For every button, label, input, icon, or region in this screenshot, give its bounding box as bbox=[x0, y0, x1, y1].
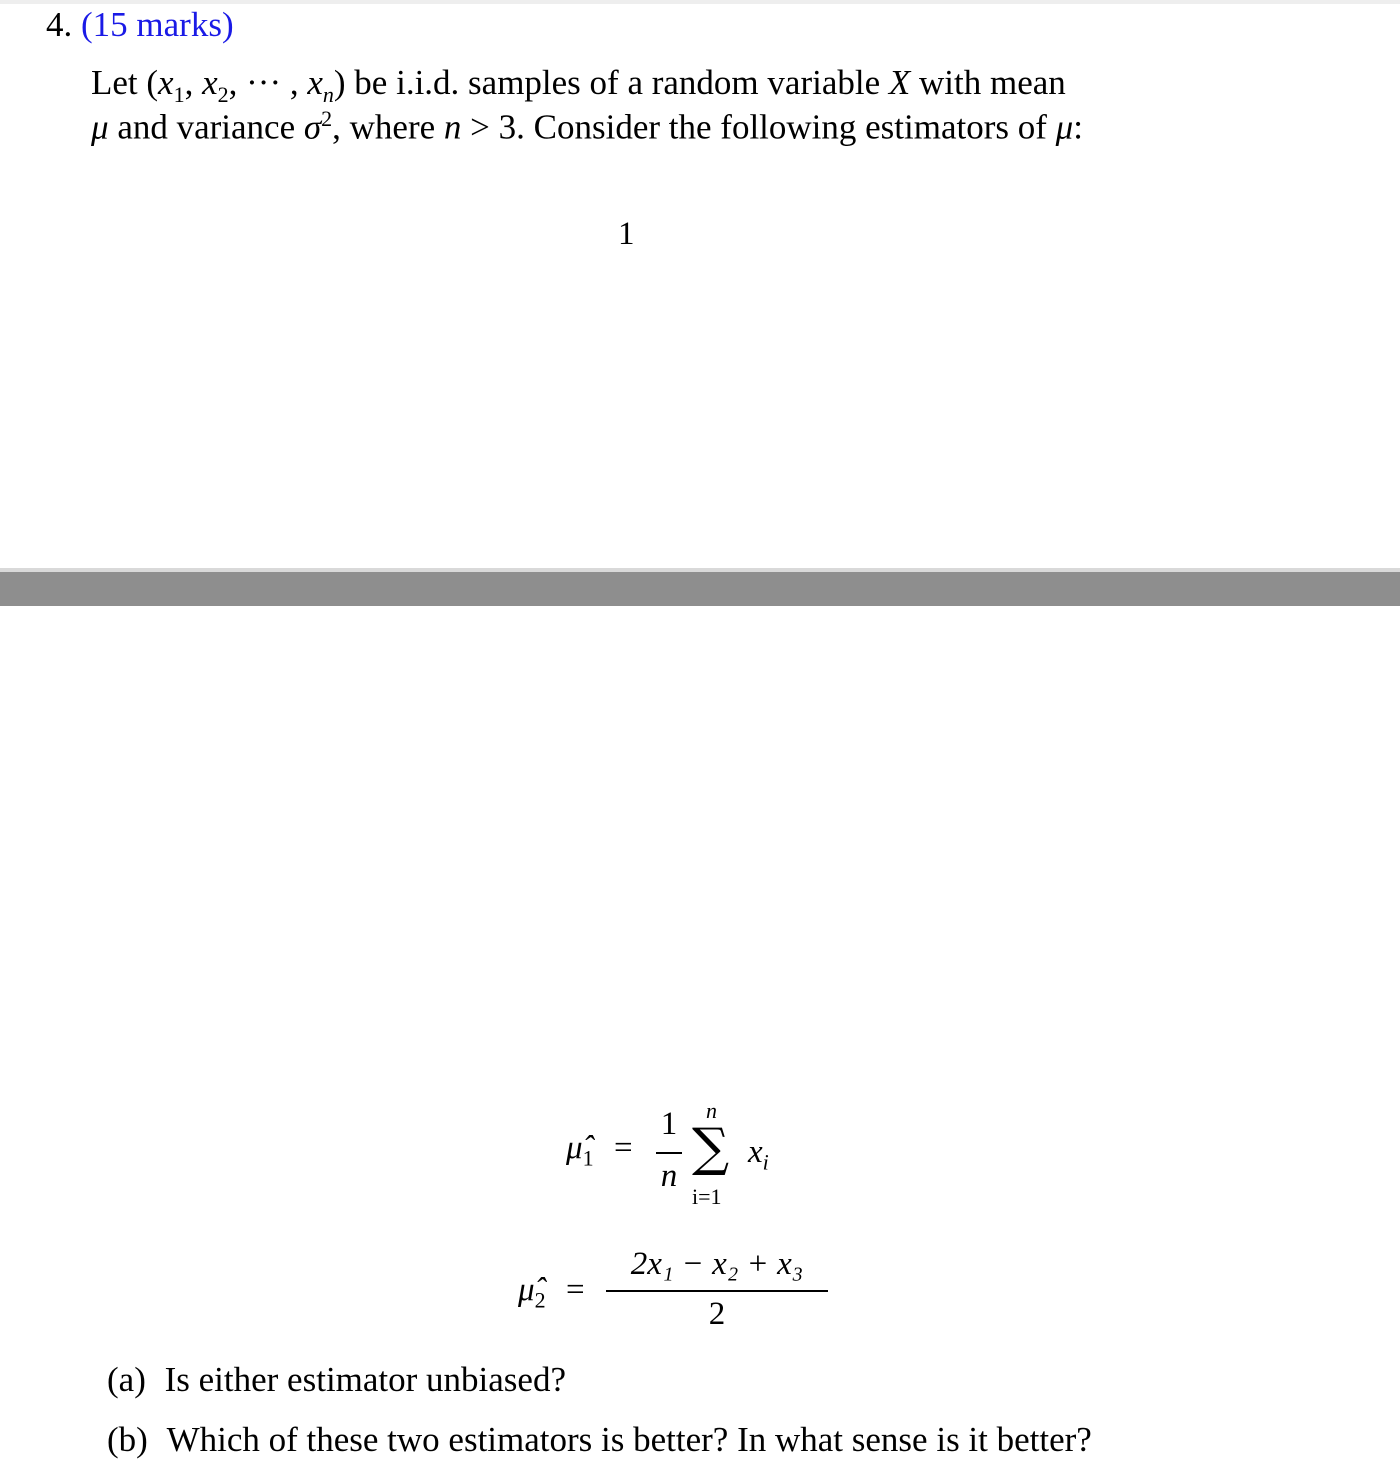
estimator-2-numerator: 2x₁ − x₂ + x₃ bbox=[630, 1246, 804, 1282]
document-page-2 bbox=[0, 606, 1400, 1482]
subscript-1: 1 bbox=[173, 82, 185, 107]
page-separator bbox=[0, 568, 1400, 606]
part-b-text: Which of these two estimators is better? In what sense is it better? bbox=[166, 1420, 1092, 1459]
mu-hat: μ̂ bbox=[566, 1130, 583, 1166]
math-x1: x bbox=[158, 63, 174, 102]
text-fragment: ) be i.i.d. samples of a random variable bbox=[333, 63, 881, 102]
subscript-n: n bbox=[322, 82, 334, 107]
subscript-1: 1 bbox=[582, 1145, 594, 1171]
text-fragment: Let ( bbox=[91, 63, 159, 102]
math-x: x bbox=[748, 1134, 763, 1170]
question-text-line-2 bbox=[91, 106, 1083, 149]
sigma-symbol: ∑ bbox=[692, 1118, 730, 1178]
estimator-2-frac-bar bbox=[606, 1290, 828, 1292]
math-x2: x bbox=[202, 63, 218, 102]
mu-hat: μ̂ bbox=[518, 1272, 535, 1308]
subscript-2: 2 bbox=[217, 82, 229, 107]
sum-lower-limit: i=1 bbox=[692, 1184, 722, 1209]
text-fragment: with mean bbox=[919, 63, 1066, 102]
document-page-1 bbox=[0, 4, 1400, 568]
estimator-1-frac-bar bbox=[656, 1152, 682, 1154]
estimator-2-lhs bbox=[518, 1272, 546, 1314]
subscript-i: i bbox=[762, 1149, 769, 1175]
estimator-2-denominator: 2 bbox=[708, 1296, 726, 1332]
superscript-2: 2 bbox=[321, 106, 333, 131]
estimator-1-frac-numerator: 1 bbox=[660, 1106, 678, 1142]
sum-upper-limit: n bbox=[706, 1098, 717, 1123]
math-n: n bbox=[443, 107, 462, 147]
question-heading bbox=[46, 4, 234, 46]
colon: : bbox=[1073, 107, 1083, 147]
part-a-text: Is either estimator unbiased? bbox=[164, 1360, 566, 1399]
math-mu: μ bbox=[91, 107, 109, 147]
math-xn: x bbox=[307, 63, 323, 102]
page-number: 1 bbox=[618, 216, 635, 252]
question-text-line-1: Let ($x_1$, $x_2$, ··· , $x_n$) be i.i.d. samples of a random variable X with mean bbox=[91, 63, 1066, 107]
question-marks: (15 marks) bbox=[81, 5, 234, 44]
estimator-1-frac-denominator: n bbox=[660, 1158, 678, 1194]
part-a-label: (a) bbox=[107, 1360, 146, 1399]
estimator-1-equals: = bbox=[614, 1130, 633, 1166]
text-fragment: , where bbox=[332, 107, 436, 147]
subscript-2: 2 bbox=[534, 1287, 546, 1313]
text-fragment: and variance bbox=[117, 107, 296, 147]
text-fragment: > 3. Consider the following estimators of bbox=[470, 107, 1047, 147]
ellipsis: , ··· , bbox=[228, 63, 299, 102]
math-X: X bbox=[888, 63, 911, 102]
math-sigma: σ bbox=[303, 107, 322, 147]
math-mu: μ bbox=[1055, 107, 1074, 147]
part-a bbox=[107, 1360, 566, 1400]
part-b-label: (b) bbox=[107, 1420, 148, 1459]
part-b bbox=[107, 1420, 1092, 1460]
estimator-1-term bbox=[748, 1134, 769, 1176]
estimator-2-equals: = bbox=[566, 1272, 585, 1308]
question-number: 4. bbox=[46, 5, 73, 44]
estimator-1-lhs bbox=[566, 1130, 594, 1172]
